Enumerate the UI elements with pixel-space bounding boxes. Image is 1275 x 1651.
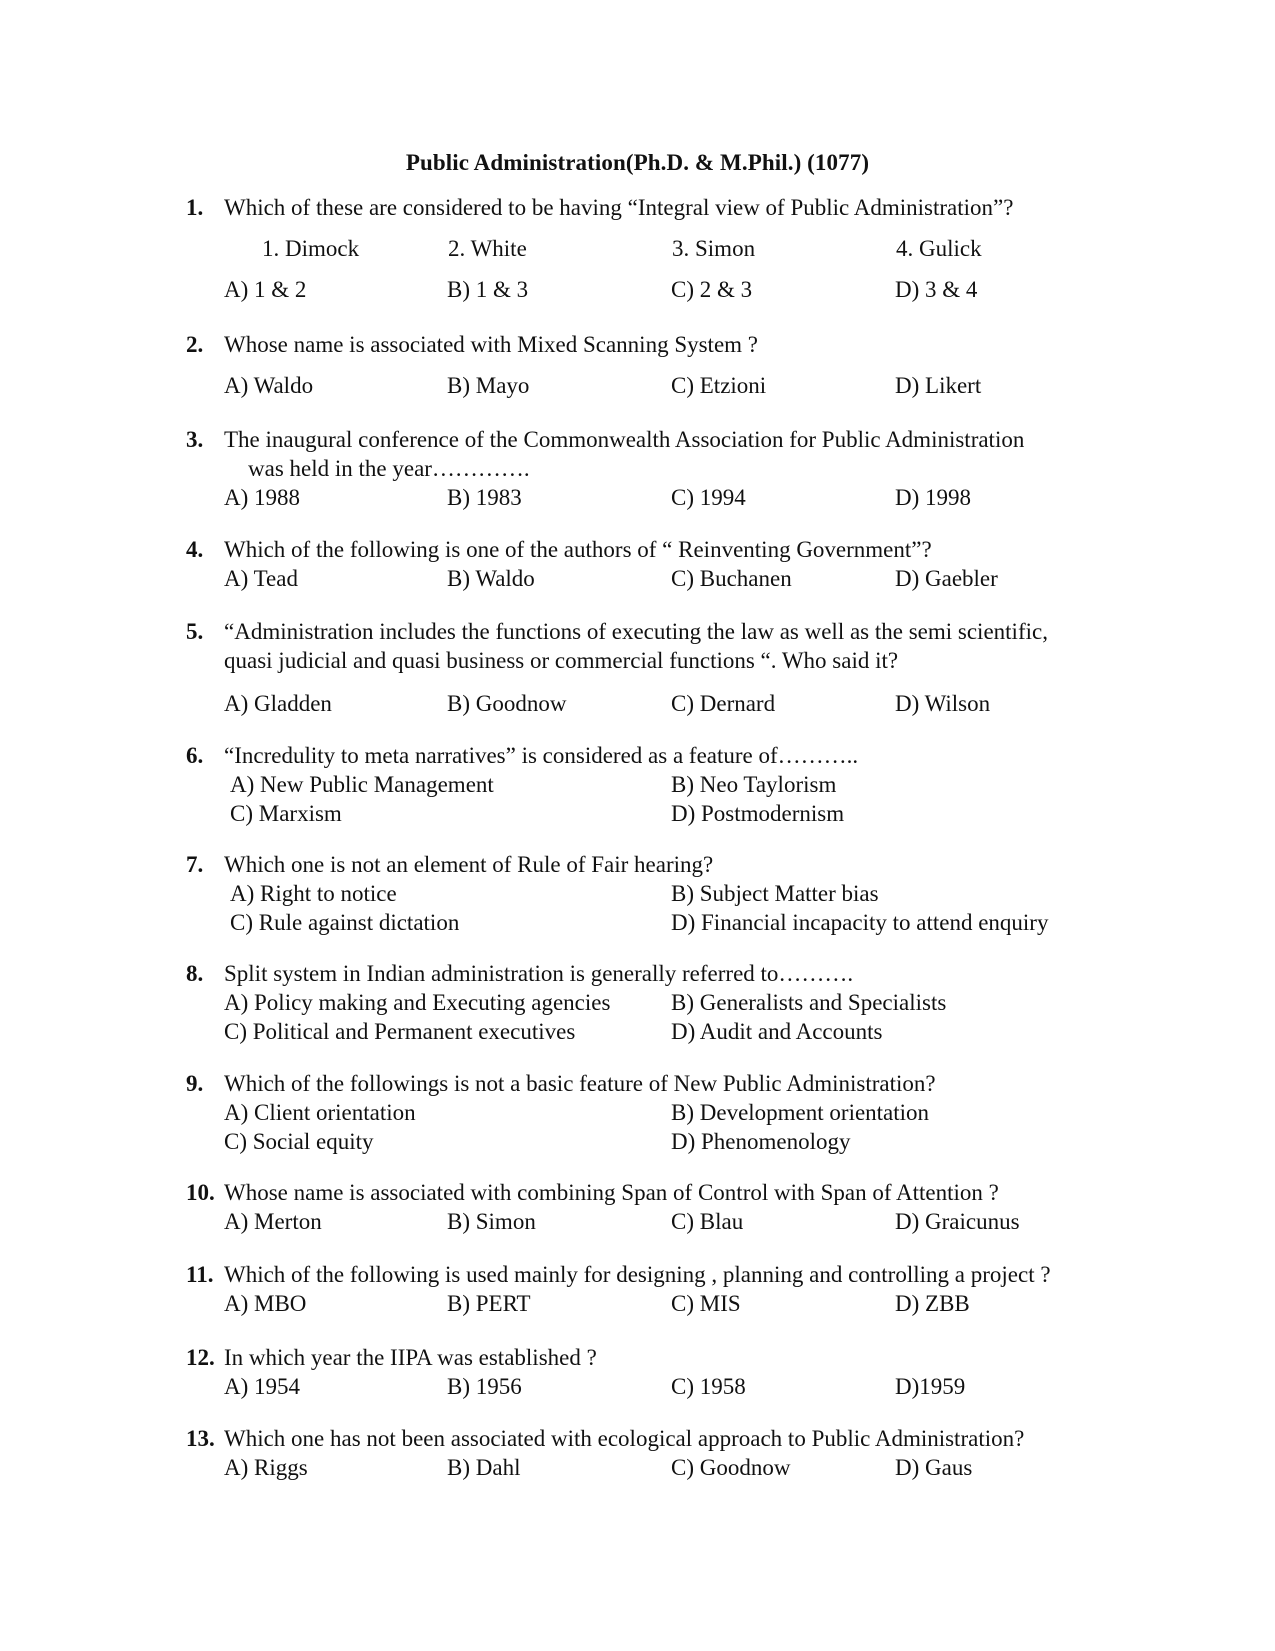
question-text: “Administration includes the functions of executing the law as well as the semi scientific,	[224, 619, 1048, 644]
option-b: B) Neo Taylorism	[671, 772, 837, 797]
option-d: D)1959	[895, 1374, 966, 1399]
option-a: A) Gladden	[224, 691, 332, 716]
option-b: B) 1983	[447, 485, 522, 510]
question-text: Which one is not an element of Rule of Fair hearing?	[224, 852, 714, 877]
question-number: 5.	[186, 619, 204, 644]
question-text: Which of the followings is not a basic feature of New Public Administration?	[224, 1071, 936, 1096]
question-5	[186, 617, 1146, 718]
option-b: B) 1956	[447, 1374, 522, 1399]
question-number: 1.	[186, 195, 204, 220]
option-a: A) 1954	[224, 1374, 301, 1399]
option-c: C) 1994	[671, 485, 746, 510]
option-c: C) Buchanen	[671, 566, 792, 591]
option-d: D) Wilson	[895, 691, 991, 716]
question-number: 10.	[186, 1180, 215, 1205]
option-d: D) Phenomenology	[671, 1129, 851, 1154]
option-a: A) Tead	[224, 566, 298, 591]
option-a: A) Right to notice	[230, 881, 397, 906]
option-c: C) Rule against dictation	[230, 910, 460, 935]
question-text: Which one has not been associated with ecological approach to Public Administration?	[224, 1426, 1025, 1451]
question-text-continued: was held in the year………….	[248, 456, 530, 481]
option-b: B) Goodnow	[447, 691, 567, 716]
option-b: B) Generalists and Specialists	[671, 990, 947, 1015]
question-13	[186, 1424, 1146, 1482]
sub-item: 4. Gulick	[896, 236, 982, 261]
question-number: 3.	[186, 427, 204, 452]
question-11	[186, 1260, 1146, 1318]
option-b: B) Waldo	[447, 566, 535, 591]
question-text-continued: quasi judicial and quasi business or commercial functions “. Who said it?	[224, 648, 899, 673]
option-b: B) Mayo	[447, 373, 530, 398]
option-b: B) Development orientation	[671, 1100, 930, 1125]
option-a: A) Riggs	[224, 1455, 308, 1480]
question-number: 12.	[186, 1345, 215, 1370]
option-d: D) Gaus	[895, 1455, 973, 1480]
option-a: A) Merton	[224, 1209, 322, 1234]
question-8	[186, 959, 1146, 1046]
option-c: C) Goodnow	[671, 1455, 791, 1480]
option-d: D) 3 & 4	[895, 277, 978, 302]
option-c: C) Blau	[671, 1209, 744, 1234]
question-text: Which of the following is one of the authors of “ Reinventing Government”?	[224, 537, 932, 562]
option-c: C) 2 & 3	[671, 277, 753, 302]
question-text: The inaugural conference of the Commonwealth Association for Public Administration	[224, 427, 1025, 452]
question-text: Whose name is associated with Mixed Scanning System ?	[224, 332, 759, 357]
option-d: D) Financial incapacity to attend enquiry	[671, 910, 1049, 935]
question-number: 9.	[186, 1071, 204, 1096]
question-number: 13.	[186, 1426, 215, 1451]
option-b: B) PERT	[447, 1291, 531, 1316]
option-c: C) 1958	[671, 1374, 746, 1399]
option-d: D) 1998	[895, 485, 972, 510]
question-text: Whose name is associated with combining Span of Control with Span of Attention ?	[224, 1180, 999, 1205]
question-text: “Incredulity to meta narratives” is considered as a feature of………..	[224, 743, 859, 768]
question-number: 11.	[186, 1262, 214, 1287]
question-1	[186, 193, 1146, 304]
option-d: D) ZBB	[895, 1291, 970, 1316]
question-text: Which of the following is used mainly for designing , planning and controlling a project ?	[224, 1262, 1051, 1287]
option-b: B) Subject Matter bias	[671, 881, 879, 906]
option-a: A) Client orientation	[224, 1100, 416, 1125]
question-number: 6.	[186, 743, 204, 768]
question-2	[186, 330, 1146, 400]
option-c: C) Etzioni	[671, 373, 767, 398]
question-9	[186, 1069, 1146, 1156]
question-3	[186, 425, 1146, 512]
option-c: C) Social equity	[224, 1129, 374, 1154]
question-number: 8.	[186, 961, 204, 986]
question-text: Split system in Indian administration is generally referred to……….	[224, 961, 854, 986]
option-a: A) Policy making and Executing agencies	[224, 990, 611, 1015]
option-c: C) Dernard	[671, 691, 776, 716]
question-12	[186, 1343, 1146, 1401]
question-text: In which year the IIPA was established ?	[224, 1345, 597, 1370]
question-text: Which of these are considered to be having “Integral view of Public Administration”?	[224, 195, 1014, 220]
option-b: B) Simon	[447, 1209, 536, 1234]
option-b: B) 1 & 3	[447, 277, 529, 302]
sub-item: 1. Dimock	[262, 236, 360, 261]
option-a: A) MBO	[224, 1291, 307, 1316]
option-a: A) New Public Management	[230, 772, 494, 797]
question-number: 2.	[186, 332, 204, 357]
question-4	[186, 535, 1146, 593]
option-b: B) Dahl	[447, 1455, 521, 1480]
option-c: C) Political and Permanent executives	[224, 1019, 576, 1044]
sub-item: 3. Simon	[672, 236, 756, 261]
option-a: A) 1988	[224, 485, 301, 510]
option-a: A) Waldo	[224, 373, 314, 398]
option-c: C) MIS	[671, 1291, 741, 1316]
question-10	[186, 1178, 1146, 1236]
sub-item: 2. White	[448, 236, 527, 261]
question-number: 7.	[186, 852, 204, 877]
option-d: D) Postmodernism	[671, 801, 845, 826]
question-6	[186, 741, 1146, 828]
option-d: D) Graicunus	[895, 1209, 1020, 1234]
question-number: 4.	[186, 537, 204, 562]
option-c: C) Marxism	[230, 801, 342, 826]
option-a: A) 1 & 2	[224, 277, 307, 302]
question-7	[186, 850, 1146, 937]
option-d: D) Gaebler	[895, 566, 998, 591]
option-d: D) Likert	[895, 373, 982, 398]
page-title: Public Administration(Ph.D. & M.Phil.) (1077)	[405, 150, 870, 175]
option-d: D) Audit and Accounts	[671, 1019, 883, 1044]
